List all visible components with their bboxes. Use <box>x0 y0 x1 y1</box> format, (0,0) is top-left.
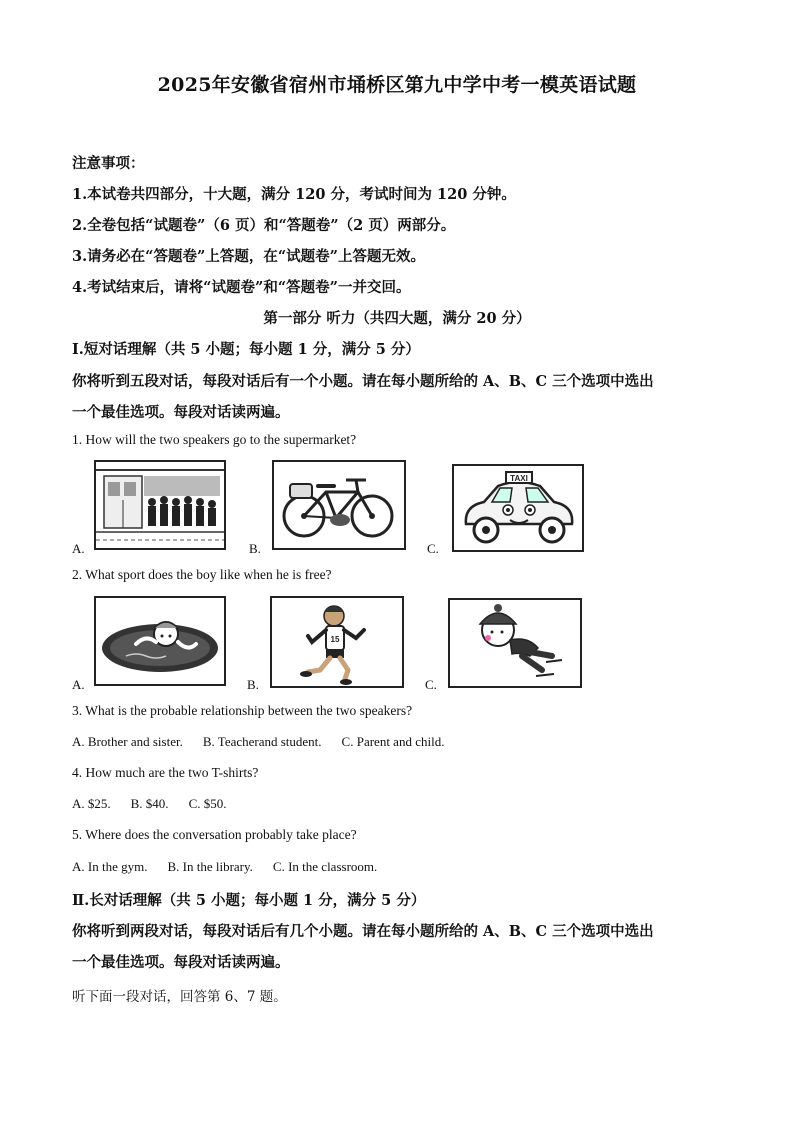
question-3-options <box>72 734 464 750</box>
option-a: A. $25. <box>72 796 111 811</box>
option-a: A. Brother and sister. <box>72 734 183 749</box>
bicycle-icon <box>272 460 406 550</box>
notice-item: 4.考试结束后，请将“试题卷”和“答题卷”一并交回。 <box>72 279 411 296</box>
notice-heading: 注意事项： <box>72 155 145 172</box>
taxi-sign-text: TAXI <box>510 474 528 483</box>
question-3: 3. What is the probable relationship between the two speakers? <box>72 703 413 718</box>
section2-heading: Ⅱ.长对话理解（共 5 小题；每小题 1 分，满分 5 分） <box>72 892 426 909</box>
option-b: B. $40. <box>130 796 169 811</box>
option-c: C. $50. <box>188 796 227 811</box>
runner-bib-text: 15 <box>330 635 340 644</box>
option-a: A. In the gym. <box>72 859 148 874</box>
running-icon <box>270 596 404 688</box>
question-2: 2. What sport does the boy like when he is free? <box>72 567 332 582</box>
notice-item: 3.请务必在“答题卷”上答题，在“试题卷”上答题无效。 <box>72 248 425 265</box>
question-4-options <box>72 796 246 812</box>
section1-heading: Ⅰ.短对话理解（共 5 小题；每小题 1 分，满分 5 分） <box>72 341 420 358</box>
option-c: C. <box>425 677 437 692</box>
page-title: 2025年安徽省宿州市埇桥区第九中学中考一模英语试题 <box>157 74 637 96</box>
option-b: B. Teacherand student. <box>202 734 322 749</box>
section2-instruction: 你将听到两段对话，每段对话后有几个小题。请在每小题所给的 A、B、C 三个选项中选出 <box>72 923 654 940</box>
skating-icon <box>448 598 582 688</box>
part1-heading: 第一部分 听力（共四大题，满分 20 分） <box>263 310 531 327</box>
option-b: B. <box>247 677 259 692</box>
taxi-icon <box>452 464 584 552</box>
question-5: 5. Where does the conversation probably take place? <box>72 827 357 842</box>
section1-instruction: 你将听到五段对话，每段对话后有一个小题。请在每小题所给的 A、B、C 三个选项中选出 <box>72 373 654 390</box>
option-c: C. In the classroom. <box>272 859 378 874</box>
notice-item: 1.本试卷共四部分，十大题，满分 120 分，考试时间为 120 分钟。 <box>72 186 516 203</box>
section1-instruction: 一个最佳选项。每段对话读两遍。 <box>72 404 290 421</box>
question-4: 4. How much are the two T-shirts? <box>72 765 259 780</box>
option-a: A. <box>72 677 85 692</box>
subway-icon <box>94 460 226 550</box>
swimming-icon <box>94 596 226 686</box>
option-c: C. <box>427 541 439 556</box>
option-b: B. <box>249 541 261 556</box>
option-b: B. In the library. <box>167 859 253 874</box>
question-1: 1. How will the two speakers go to the supermarket? <box>72 432 357 447</box>
listen-instruction: 听下面一段对话，回答第 6、7 题。 <box>72 989 287 1005</box>
option-a: A. <box>72 541 85 556</box>
section2-instruction: 一个最佳选项。每段对话读两遍。 <box>72 954 290 971</box>
question-5-options <box>72 859 397 875</box>
option-c: C. Parent and child. <box>341 734 445 749</box>
notice-item: 2.全卷包括“试题卷”（6 页）和“答题卷”（2 页）两部分。 <box>72 217 456 234</box>
